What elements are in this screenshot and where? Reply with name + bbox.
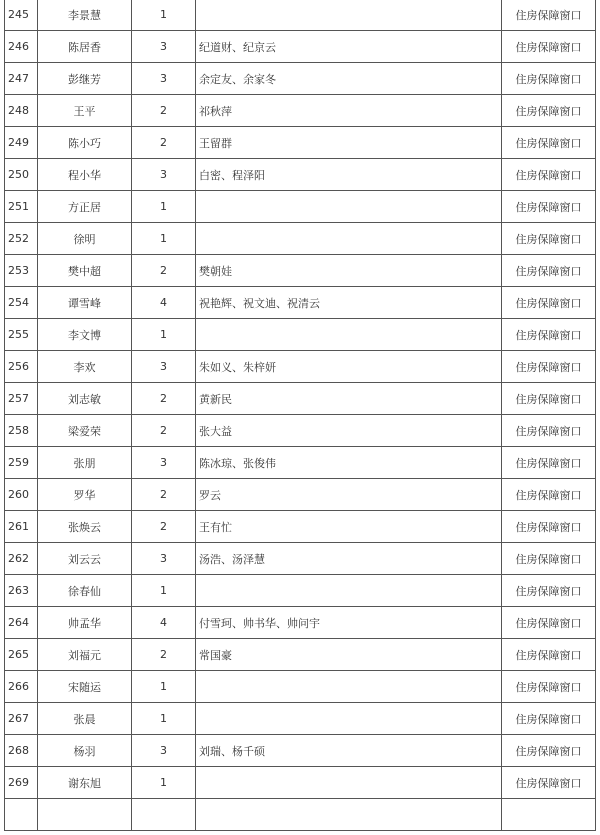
applicant-name-cell: 王平 [38,95,132,127]
service-window-cell: 住房保障窗口 [502,255,596,287]
table-row [5,799,596,831]
service-window-cell: 住房保障窗口 [502,735,596,767]
service-window-cell: 住房保障窗口 [502,639,596,671]
family-members-cell: 祁秋萍 [196,95,502,127]
table-row [5,735,596,767]
family-members-cell: 常国豪 [196,639,502,671]
household-count-cell: 2 [132,639,196,671]
table-row [5,0,596,31]
service-window-cell: 住房保障窗口 [502,607,596,639]
family-members-cell: 刘瑞、杨千硕 [196,735,502,767]
family-members-cell: 朱如义、朱梓妍 [196,351,502,383]
row-number-cell: 262 [5,543,38,575]
service-window-cell: 住房保障窗口 [502,95,596,127]
row-number-cell: 251 [5,191,38,223]
row-number-cell: 263 [5,575,38,607]
household-count-cell: 1 [132,0,196,31]
service-window-cell [502,799,596,831]
row-number-cell: 245 [5,0,38,31]
service-window-cell: 住房保障窗口 [502,671,596,703]
family-members-cell [196,223,502,255]
family-members-cell: 余定友、余家冬 [196,63,502,95]
family-members-cell: 樊朝娃 [196,255,502,287]
applicant-name-cell: 宋随运 [38,671,132,703]
applicant-name-cell: 陈居香 [38,31,132,63]
household-count-cell: 1 [132,767,196,799]
service-window-cell: 住房保障窗口 [502,575,596,607]
household-count-cell: 1 [132,191,196,223]
household-count-cell: 2 [132,127,196,159]
table-row [5,223,596,255]
household-count-cell: 4 [132,607,196,639]
table-row [5,767,596,799]
family-members-cell [196,703,502,735]
table-row [5,255,596,287]
household-count-cell: 3 [132,351,196,383]
family-members-cell [196,799,502,831]
family-members-cell: 汤浩、汤泽慧 [196,543,502,575]
household-count-cell: 2 [132,255,196,287]
table-row [5,287,596,319]
household-count-cell: 2 [132,95,196,127]
row-number-cell: 267 [5,703,38,735]
table-row [5,159,596,191]
row-number-cell: 268 [5,735,38,767]
applicant-name-cell: 梁爱荣 [38,415,132,447]
applicant-name-cell: 陈小巧 [38,127,132,159]
table-row [5,127,596,159]
family-members-cell [196,671,502,703]
row-number-cell: 255 [5,319,38,351]
family-members-cell [196,0,502,31]
row-number-cell: 247 [5,63,38,95]
household-count-cell: 2 [132,415,196,447]
table-row [5,639,596,671]
family-members-cell: 王留群 [196,127,502,159]
applicant-name-cell: 徐明 [38,223,132,255]
row-number-cell: 269 [5,767,38,799]
household-count-cell: 1 [132,671,196,703]
row-number-cell: 258 [5,415,38,447]
applicant-name-cell: 谭雪峰 [38,287,132,319]
household-count-cell [132,799,196,831]
household-count-cell: 3 [132,735,196,767]
service-window-cell: 住房保障窗口 [502,479,596,511]
service-window-cell: 住房保障窗口 [502,447,596,479]
applicant-table-body [5,0,596,831]
applicant-name-cell: 罗华 [38,479,132,511]
family-members-cell: 罗云 [196,479,502,511]
household-count-cell: 3 [132,543,196,575]
row-number-cell: 266 [5,671,38,703]
family-members-cell [196,319,502,351]
row-number-cell [5,799,38,831]
applicant-name-cell: 张晨 [38,703,132,735]
service-window-cell: 住房保障窗口 [502,191,596,223]
row-number-cell: 250 [5,159,38,191]
service-window-cell: 住房保障窗口 [502,383,596,415]
table-row [5,31,596,63]
table-row [5,575,596,607]
applicant-name-cell: 杨羽 [38,735,132,767]
row-number-cell: 248 [5,95,38,127]
household-count-cell: 3 [132,159,196,191]
table-row [5,607,596,639]
table-row [5,671,596,703]
row-number-cell: 254 [5,287,38,319]
service-window-cell: 住房保障窗口 [502,127,596,159]
household-count-cell: 2 [132,479,196,511]
service-window-cell: 住房保障窗口 [502,159,596,191]
applicant-name-cell [38,799,132,831]
row-number-cell: 253 [5,255,38,287]
applicant-name-cell: 刘志敏 [38,383,132,415]
family-members-cell: 王有忙 [196,511,502,543]
applicant-name-cell: 张焕云 [38,511,132,543]
household-count-cell: 2 [132,383,196,415]
row-number-cell: 265 [5,639,38,671]
family-members-cell: 祝艳辉、祝文迪、祝清云 [196,287,502,319]
household-count-cell: 3 [132,63,196,95]
household-count-cell: 4 [132,287,196,319]
family-members-cell: 付雪珂、帅书华、帅问宇 [196,607,502,639]
family-members-cell: 白密、程泽阳 [196,159,502,191]
applicant-name-cell: 李文博 [38,319,132,351]
household-count-cell: 1 [132,703,196,735]
family-members-cell: 黄新民 [196,383,502,415]
table-row [5,191,596,223]
household-count-cell: 2 [132,511,196,543]
service-window-cell: 住房保障窗口 [502,319,596,351]
table-row [5,95,596,127]
row-number-cell: 260 [5,479,38,511]
row-number-cell: 261 [5,511,38,543]
applicant-name-cell: 谢东旭 [38,767,132,799]
applicant-name-cell: 程小华 [38,159,132,191]
applicant-name-cell: 刘云云 [38,543,132,575]
household-count-cell: 1 [132,319,196,351]
service-window-cell: 住房保障窗口 [502,287,596,319]
household-count-cell: 1 [132,575,196,607]
service-window-cell: 住房保障窗口 [502,543,596,575]
table-row [5,703,596,735]
row-number-cell: 256 [5,351,38,383]
table-row [5,351,596,383]
family-members-cell [196,191,502,223]
applicant-name-cell: 李景慧 [38,0,132,31]
service-window-cell: 住房保障窗口 [502,223,596,255]
row-number-cell: 264 [5,607,38,639]
applicant-name-cell: 樊中超 [38,255,132,287]
service-window-cell: 住房保障窗口 [502,63,596,95]
table-row [5,383,596,415]
applicant-name-cell: 徐春仙 [38,575,132,607]
applicant-name-cell: 张朋 [38,447,132,479]
applicant-name-cell: 彭继芳 [38,63,132,95]
family-members-cell: 陈冰琼、张俊伟 [196,447,502,479]
row-number-cell: 246 [5,31,38,63]
family-members-cell [196,575,502,607]
row-number-cell: 257 [5,383,38,415]
applicant-name-cell: 李欢 [38,351,132,383]
table-row [5,543,596,575]
family-members-cell: 纪道财、纪京云 [196,31,502,63]
service-window-cell: 住房保障窗口 [502,0,596,31]
service-window-cell: 住房保障窗口 [502,703,596,735]
row-number-cell: 252 [5,223,38,255]
family-members-cell [196,767,502,799]
service-window-cell: 住房保障窗口 [502,351,596,383]
applicant-table [4,0,596,831]
table-row [5,415,596,447]
service-window-cell: 住房保障窗口 [502,415,596,447]
household-count-cell: 3 [132,447,196,479]
household-count-cell: 1 [132,223,196,255]
row-number-cell: 259 [5,447,38,479]
applicant-name-cell: 帅孟华 [38,607,132,639]
service-window-cell: 住房保障窗口 [502,511,596,543]
family-members-cell: 张大益 [196,415,502,447]
service-window-cell: 住房保障窗口 [502,31,596,63]
applicant-name-cell: 方正居 [38,191,132,223]
table-row [5,319,596,351]
service-window-cell: 住房保障窗口 [502,767,596,799]
applicant-name-cell: 刘福元 [38,639,132,671]
table-row [5,447,596,479]
table-row [5,511,596,543]
row-number-cell: 249 [5,127,38,159]
table-row [5,479,596,511]
table-row [5,63,596,95]
household-count-cell: 3 [132,31,196,63]
